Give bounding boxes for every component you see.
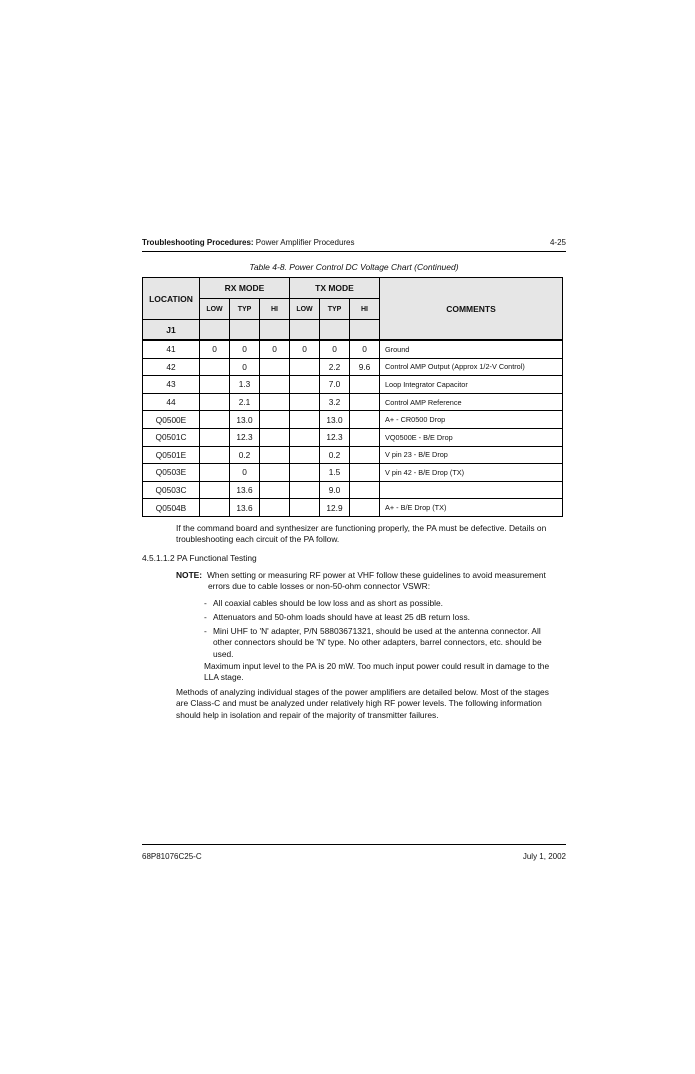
comments-header: COMMENTS	[380, 278, 563, 341]
page-header	[142, 237, 566, 252]
bullet-item	[204, 598, 564, 610]
tx-hi-cell	[350, 428, 380, 446]
page-footer	[142, 844, 566, 861]
tx-hi-cell	[350, 446, 380, 464]
j1-blank-cell	[320, 320, 350, 341]
comment-cell: Loop Integrator Capacitor	[380, 376, 563, 394]
tx-typ-cell: 1.5	[320, 464, 350, 482]
max-input-line: LLA stage.	[204, 672, 244, 683]
tx-hi-header: HI	[350, 299, 380, 320]
location-cell: 43	[143, 376, 200, 394]
rx-typ-cell: 12.3	[230, 428, 260, 446]
tx-typ-cell: 13.0	[320, 411, 350, 429]
comment-cell	[380, 481, 563, 499]
rx-low-cell	[200, 376, 230, 394]
tx-low-cell	[290, 499, 320, 517]
rx-typ-cell: 0.2	[230, 446, 260, 464]
location-cell: Q0503E	[143, 464, 200, 482]
j1-header: J1	[143, 320, 200, 341]
tx-low-cell	[290, 376, 320, 394]
table-row	[143, 393, 563, 411]
j1-blank-cell	[230, 320, 260, 341]
location-cell: Q0504B	[143, 499, 200, 517]
bullet-dash: -	[204, 598, 207, 608]
j1-blank-cell	[350, 320, 380, 341]
comment-cell: V pin 42 - B/E Drop (TX)	[380, 464, 563, 482]
tx-hi-cell	[350, 376, 380, 394]
table-row	[143, 340, 563, 358]
methods-paragraph	[176, 687, 549, 721]
rx-hi-cell	[260, 411, 290, 429]
tx-hi-cell	[350, 393, 380, 411]
j1-blank-cell	[260, 320, 290, 341]
methods-line: should help in isolation and repair of the majority of transmitter failures.	[176, 709, 439, 720]
intro-paragraph	[176, 523, 546, 546]
max-input-paragraph	[204, 661, 549, 684]
tx-hi-cell: 0	[350, 340, 380, 358]
comment-cell: Control AMP Reference	[380, 393, 563, 411]
rx-low-cell	[200, 358, 230, 376]
table-row	[143, 358, 563, 376]
rx-low-cell	[200, 446, 230, 464]
tx-low-header: LOW	[290, 299, 320, 320]
table-caption: Table 4-8. Power Control DC Voltage Chart (Continued)	[249, 262, 459, 272]
rx-hi-cell	[260, 428, 290, 446]
table-row	[143, 428, 563, 446]
rx-typ-header: TYP	[230, 299, 260, 320]
tx-typ-cell: 12.3	[320, 428, 350, 446]
tx-low-cell	[290, 464, 320, 482]
rx-hi-cell	[260, 358, 290, 376]
table-row	[143, 481, 563, 499]
rx-low-cell	[200, 499, 230, 517]
table-row	[143, 499, 563, 517]
table-row	[143, 376, 563, 394]
tx-typ-cell: 9.0	[320, 481, 350, 499]
tx-typ-header: TYP	[320, 299, 350, 320]
note-label: NOTE:	[176, 570, 203, 580]
rx-low-cell	[200, 428, 230, 446]
table-row	[143, 446, 563, 464]
comment-cell: Control AMP Output (Approx 1/2-V Control)	[380, 358, 563, 376]
rx-hi-cell	[260, 499, 290, 517]
rx-hi-cell	[260, 481, 290, 499]
location-cell: Q0501E	[143, 446, 200, 464]
location-cell: Q0501C	[143, 428, 200, 446]
table-body	[143, 340, 563, 516]
tx-low-cell	[290, 446, 320, 464]
tx-hi-cell	[350, 499, 380, 517]
bullet-item	[204, 612, 564, 624]
rx-typ-cell: 13.6	[230, 481, 260, 499]
bullet-line: used.	[213, 648, 234, 659]
tx-typ-cell: 7.0	[320, 376, 350, 394]
rx-typ-cell: 2.1	[230, 393, 260, 411]
voltage-table	[142, 277, 563, 517]
rx-hi-cell: 0	[260, 340, 290, 358]
bullet-dash: -	[204, 612, 207, 622]
max-input-line: Maximum input level to the PA is 20 mW. Too much input power could result in damage to the	[204, 661, 550, 671]
tx-low-cell: 0	[290, 340, 320, 358]
rx-typ-cell: 13.0	[230, 411, 260, 429]
tx-low-cell	[290, 481, 320, 499]
rx-typ-cell: 0	[230, 464, 260, 482]
methods-line: are Class-C and must be analyzed under relatively high RF power levels. The following information	[176, 698, 542, 709]
comment-cell: V pin 23 - B/E Drop	[380, 446, 563, 464]
tx-low-cell	[290, 393, 320, 411]
rx-low-header: LOW	[200, 299, 230, 320]
comment-cell: A+ - CR0500 Drop	[380, 411, 563, 429]
table-head	[143, 278, 563, 341]
rx-hi-header: HI	[260, 299, 290, 320]
tx-hi-cell: 9.6	[350, 358, 380, 376]
bullet-line: Mini UHF to 'N' adapter, P/N 58803671321, should be used at the antenna connector. All	[213, 626, 541, 636]
tx-low-cell	[290, 358, 320, 376]
tx-low-cell	[290, 411, 320, 429]
footer-date: July 1, 2002	[522, 852, 566, 861]
rx-low-cell	[200, 393, 230, 411]
note-line: errors due to cable losses or non-50-ohm connector VSWR:	[208, 581, 431, 592]
rx-typ-cell: 13.6	[230, 499, 260, 517]
location-cell: Q0503C	[143, 481, 200, 499]
rx-hi-cell	[260, 464, 290, 482]
header-section-title	[142, 238, 355, 247]
header-page-number: 4-25	[549, 238, 566, 247]
j1-blank-cell	[290, 320, 320, 341]
tx-typ-cell: 12.9	[320, 499, 350, 517]
bullet-line: other connectors should be 'N' type. No other adapters, barrel connectors, etc. should be	[213, 637, 542, 648]
location-cell: 44	[143, 393, 200, 411]
header-section-rest: Power Amplifier Procedures	[253, 238, 355, 247]
rx-typ-cell: 0	[230, 340, 260, 358]
rx-typ-cell: 1.3	[230, 376, 260, 394]
table-row	[143, 464, 563, 482]
location-cell: 42	[143, 358, 200, 376]
rx-low-cell	[200, 481, 230, 499]
rx-hi-cell	[260, 393, 290, 411]
tx-hi-cell	[350, 481, 380, 499]
tx-mode-header: TX MODE	[290, 278, 380, 299]
rx-hi-cell	[260, 446, 290, 464]
rx-low-cell	[200, 464, 230, 482]
note-text	[207, 570, 546, 593]
note-line: When setting or measuring RF power at VHF follow these guidelines to avoid measurement	[207, 570, 546, 580]
footer-doc-number: 68P81076C25-C	[142, 852, 202, 861]
rx-low-cell	[200, 411, 230, 429]
section-heading: 4.5.1.1.2 PA Functional Testing	[142, 553, 257, 563]
intro-line: troubleshooting each circuit of the PA follow.	[176, 534, 340, 545]
tx-low-cell	[290, 428, 320, 446]
location-cell: 41	[143, 340, 200, 358]
bullet-text: All coaxial cables should be low loss and as short as possible.	[213, 598, 443, 608]
rx-hi-cell	[260, 376, 290, 394]
rx-low-cell: 0	[200, 340, 230, 358]
tx-hi-cell	[350, 411, 380, 429]
tx-typ-cell: 3.2	[320, 393, 350, 411]
tx-typ-cell: 0.2	[320, 446, 350, 464]
table-row	[143, 411, 563, 429]
tx-hi-cell	[350, 464, 380, 482]
location-header: LOCATION	[143, 278, 200, 320]
intro-line: If the command board and synthesizer are functioning properly, the PA must be defective. Details on	[176, 523, 547, 533]
tx-typ-cell: 2.2	[320, 358, 350, 376]
methods-line: Methods of analyzing individual stages of the power amplifiers are detailed below. Most of the stages	[176, 687, 549, 697]
tx-typ-cell: 0	[320, 340, 350, 358]
bullet-text: Attenuators and 50-ohm loads should have at least 25 dB return loss.	[213, 612, 470, 622]
bullet-item	[204, 626, 564, 662]
j1-blank-cell	[200, 320, 230, 341]
comment-cell: Ground	[380, 340, 563, 358]
bullet-dash: -	[204, 626, 207, 636]
rx-typ-cell: 0	[230, 358, 260, 376]
comment-cell: VQ0500E - B/E Drop	[380, 428, 563, 446]
rx-mode-header: RX MODE	[200, 278, 290, 299]
bullet-text	[213, 626, 542, 660]
comment-cell: A+ - B/E Drop (TX)	[380, 499, 563, 517]
location-cell: Q0500E	[143, 411, 200, 429]
header-section-bold: Troubleshooting Procedures:	[142, 238, 254, 247]
